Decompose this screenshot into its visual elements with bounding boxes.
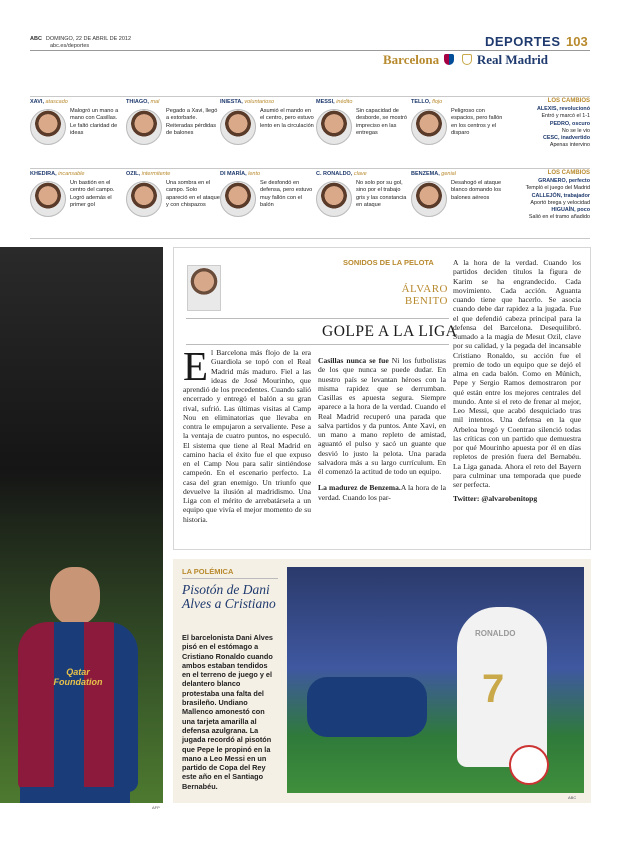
- photo-player-shirt: [18, 622, 138, 792]
- player-rating-card: [220, 171, 314, 221]
- player-rating-card: [316, 99, 410, 149]
- player-verdict: inédito: [336, 99, 353, 105]
- page-number: 103: [566, 34, 588, 49]
- player-verdict: incansable: [58, 171, 85, 177]
- change-line: Apenas intervino: [549, 142, 590, 149]
- player-rating-card: [30, 99, 124, 149]
- player-rating-card: [126, 171, 220, 221]
- author-first-name: ÁLVARO: [401, 283, 448, 295]
- column-text-1: [183, 348, 311, 538]
- change-line: Aportó brega y velocidad: [530, 199, 590, 206]
- masthead-dateline: [30, 36, 131, 50]
- changes-title: LOS CAMBIOS: [547, 170, 590, 176]
- column-headline: GOLPE A LA LIGA: [322, 323, 458, 340]
- player-avatar: [30, 181, 66, 217]
- photo-ball: [509, 745, 549, 785]
- ratings-rule-top: [30, 96, 590, 97]
- dropcap: E: [183, 348, 209, 389]
- player-name: TELLO, flojo: [411, 99, 443, 105]
- player-rating-text: Una sombra en el campo. Solo apareció en el ataque y con chispazos: [166, 180, 220, 209]
- change-line: CESC, inadvertido: [542, 135, 590, 142]
- change-line: HIGUAÍN, poco: [551, 207, 590, 214]
- author-photo: [187, 265, 221, 311]
- player-name: KHEDIRA, incansable: [30, 171, 85, 177]
- polemica-text: El barcelonista Dani Alves pisó en el estómago a Cristiano Ronaldo cuando ambos estaban tendidos en el terreno de juego y el delantero blanco protestaba una falta del brasileño. Undiano Mallenco amonestó con una tarjeta amarilla al defensa azulgrana. La jugada recordó al pisotón que Pepe le propinó en la mano a Leo Messi en un partido de Copa del Rey este año en el Santiago Bernabéu.: [182, 633, 273, 791]
- change-line: No se le vio: [561, 127, 590, 134]
- player-rating-text: Malogró un mano a mano con Casillas. Le faltó claridad de ideas: [70, 108, 119, 137]
- headline-rule-bottom: [186, 344, 449, 345]
- photo-player-head: [50, 567, 100, 625]
- player-verdict: genial: [441, 171, 456, 177]
- player-rating-text: Pegado a Xavi, llegó a estorbarle. Reiteradas pérdidas de balones: [166, 108, 218, 137]
- photo-credit-left: AFP: [152, 805, 160, 810]
- player-name: INIESTA, voluntarioso: [220, 99, 275, 105]
- player-verdict: mal: [150, 99, 160, 105]
- player-avatar: [316, 181, 352, 217]
- author-twitter: Twitter: @alvarobenitopg: [453, 494, 538, 504]
- away-team: Real Madrid: [476, 52, 548, 67]
- real-madrid-crest-icon: [462, 54, 472, 65]
- photo-ronaldo-alves: [287, 567, 584, 793]
- player-verdict: voluntarioso: [244, 99, 275, 105]
- player-avatar: [30, 109, 66, 145]
- player-rating-card: [30, 171, 124, 221]
- change-line: Entró y marcó el 1-1: [541, 113, 590, 120]
- home-team: Barcelona: [383, 52, 440, 67]
- column-paragraph-2: Ni los futbolistas de los que nunca se puede dudar. En nuestro país se levantan héroes con la misma rapidez que se derrumban. Casillas es apuesta segura. Siempre aparece a la hora de la verdad. Cuando el Real Madrid recuperó una parada que salva partidos y da puntos. Ante Xavi, en un mano a mano repleto de amistad, aguantó el pulso y sacó un guante que desvió lo justo la pelota. Una parada salvadora más a su largo currículum. En él comenzó la actitud de todo un equipo.: [318, 356, 446, 476]
- player-rating-card: [411, 99, 505, 149]
- player-name: THIAGO, mal: [126, 99, 160, 105]
- column-kicker: SONIDOS DE LA PELOTA: [343, 258, 434, 267]
- column-text-3: [453, 258, 581, 540]
- subhead-benzema: La madurez de Benzema.: [318, 483, 401, 493]
- player-rating-text: Un bastión en el centro del campo. Logró además el primer gol: [70, 180, 115, 209]
- player-avatar: [220, 109, 256, 145]
- player-name: BENZEMA, genial: [411, 171, 456, 177]
- polemica-rule: [182, 578, 278, 579]
- player-rating-card: [411, 171, 505, 221]
- ratings-rule-middle: [30, 168, 590, 169]
- player-rating-text: No solo por su gol, sino por el trabajo gris y las constancia en ataque: [356, 180, 407, 209]
- changes-title: LOS CAMBIOS: [547, 98, 590, 104]
- header-rule: [30, 50, 590, 51]
- player-name: DI MARÍA, lento: [220, 171, 261, 177]
- barcelona-crest-icon: [444, 54, 454, 65]
- player-avatar: [411, 109, 447, 145]
- change-line: Salió en el tramo añadido: [528, 214, 590, 221]
- change-line: PEDRO, oscuro: [549, 120, 590, 127]
- player-rating-card: [316, 171, 410, 221]
- photo-player-barca: [307, 677, 427, 737]
- column-text-2: [318, 348, 446, 540]
- player-rating-text: Peligroso con espacios, pero fallón en los centros y el disparo: [451, 108, 503, 137]
- change-line: GRANERO, perfecto: [538, 178, 590, 185]
- ratings-rule-bottom: [30, 238, 590, 239]
- subhead-casillas: Casillas nunca se fue: [318, 356, 389, 365]
- brand-name: ABC: [30, 36, 42, 42]
- player-avatar: [316, 109, 352, 145]
- date: DOMINGO, 22 DE ABRIL DE 2012: [45, 36, 131, 42]
- column-paragraph-1: l Barcelona más flojo de la era Guardiola se topó con el Real Madrid más maduro. Fiel a las ideas de José Mourinho, que aprendió de los precedentes. Cuando salió encerrado y entregó el balón a su gran rival, sufrió. Las últimas visitas al Camp Nou en eliminatorias que llevaba en contra le empujaron a servaliente. Pese a la ventaja de cuatro puntos, no especuló. El sistema que tiene al Real Madrid en camino hacia el éxito fue el que expuso en el Camp Nou para salir sintiéndose campeón. En el escenario perfecto. La casa del gran enemigo. Un triunfo que devuelve la ilusión al madridismo. Una Liga con el mérito de arrebatársela a un equipo que vivía el mejor momento de su historia.: [183, 348, 311, 524]
- player-rating-card: [220, 99, 314, 149]
- change-line: Templó el juego del Madrid: [525, 185, 590, 192]
- changes-madrid: [506, 170, 590, 221]
- player-verdict: lento: [248, 171, 261, 177]
- player-rating-text: Sin capacidad de desborde, se mostró impreciso en las entregas: [356, 108, 407, 137]
- player-name: OZIL, intermitente: [126, 171, 171, 177]
- photo-credit-right: ABC: [568, 795, 577, 800]
- shirt-number: 7: [482, 667, 505, 711]
- column-author: [398, 283, 448, 307]
- player-rating-text: Asumió el mando en el centro, pero estuvo lento en la circulación: [260, 108, 314, 129]
- player-avatar: [220, 181, 256, 217]
- player-avatar: [126, 109, 162, 145]
- player-avatar: [126, 181, 162, 217]
- section-title: DEPORTES: [485, 34, 561, 49]
- shirt-name: RONALDO: [475, 629, 516, 638]
- player-name: MESSI, inédito: [316, 99, 353, 105]
- headline-rule-top: [186, 318, 449, 319]
- match-title: [383, 52, 548, 68]
- photo-player-shorts: [20, 787, 130, 803]
- player-rating-text: Se desfondó en defensa, pero estuvo muy fallón con el balón: [260, 180, 313, 209]
- column-paragraph-3-start: A la hora de la verdad. Cuando los par-: [318, 483, 446, 502]
- polemica-kicker: LA POLÉMICA: [182, 567, 234, 576]
- player-verdict: intermitente: [141, 171, 171, 177]
- change-line: ALEXIS, revolucionó: [536, 106, 590, 113]
- player-rating-card: [126, 99, 220, 149]
- shirt-sponsor: Qatar Foundation: [53, 667, 103, 687]
- polemica-headline: Pisotón de Dani Alves a Cristiano: [182, 582, 276, 611]
- author-last-name: BENITO: [404, 295, 448, 307]
- change-line: CALLEJÓN, trabajador: [531, 192, 590, 199]
- player-verdict: flojo: [432, 99, 443, 105]
- column-paragraph-3: A la hora de la verdad. Cuando los partidos deciden títulos la figura de Karim se ha engrandecido. Cada movimiento. Cada acción. Aguanta cuando tiene que hacerlo. Se asocia cuando debe dar rapidez a la jugada. Fue el que defendió cabeza principal para la defensa del Barcelona. Desequilibró. Sumado a la magia de Mesut Ozil, clave por su calidad, y la pegada del incansable Cristiano Ronaldo, su acción fue el premio de todo un equipo que se dejó el alma en cada balón. Como en Múnich, Pepe y Sergio Ramos demostraron por qué están entre los mejores centrales del mundo. Ante si el reto de frenar al mejor, Leo Messi, que acabó desquiciado tras mil intentos. Una defensa en la que Arbeloa bregó y Coentrao silenció todas las críticas con un partido que demuestra por qué Mourinho apuesta por él en días repletos de presión fuera del Bernabéu. La Liga ganada. Ahora el reto del Bayern para culminar una temporada que puede ser perfecta.: [453, 258, 581, 489]
- photo-iniesta: [0, 247, 163, 803]
- player-verdict: clave: [353, 171, 367, 177]
- changes-barcelona: [506, 98, 590, 149]
- player-rating-text: Desahogó el ataque blanco domando los balones aéreos: [451, 180, 502, 201]
- section-url: abc.es/deportes: [50, 43, 90, 49]
- player-name: XAVI, atascado: [30, 99, 68, 105]
- player-avatar: [411, 181, 447, 217]
- player-name: C. RONALDO, clave: [316, 171, 367, 177]
- player-verdict: atascado: [45, 99, 68, 105]
